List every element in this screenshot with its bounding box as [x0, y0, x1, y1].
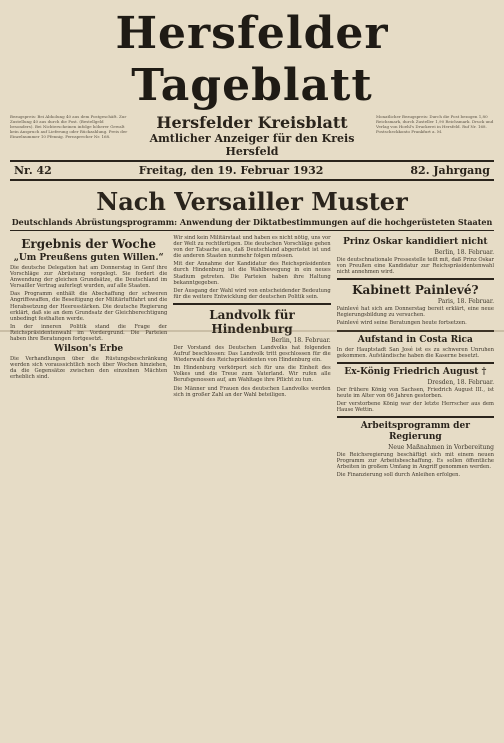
- costa-title: Aufstand in Costa Rica: [357, 334, 473, 345]
- article-columns: [10, 235, 494, 743]
- column-middle: [173, 235, 330, 743]
- issue-date: Freitag, den 19. Februar 1932: [138, 164, 324, 177]
- article-paragraph: Die deutsche Delegation hat am Donnerstag in Genf ihre Vorschläge zur Abrüstung vorgelegt. Sie fordert die Anwendung der gleichen Grundsätze, die Deutschland im Versailler Vertrag auferlegt wurden, auf alle Staaten.: [10, 265, 168, 290]
- article-paragraph: Der Vorstand des Deutschen Landvolks hat folgenden Aufruf beschlossen: Das Landvolk tritt geschlossen für die Wiederwahl des Reichspräsidenten von Hindenburg ein.: [173, 344, 331, 364]
- oskar-title: Prinz Oskar kandidiert nicht: [343, 237, 488, 247]
- divider: [337, 362, 494, 364]
- divider: [337, 278, 494, 280]
- article-paragraph: Wir sind kein Militärstaat und haben es nicht nötig, uns vor der Welt zu rechtfertigen. Die deutschen Vorschläge gehen von der Tatsache aus, daß Deutschland abgerüstet ist und die anderen Staaten nunmehr folgen müssen.: [173, 235, 331, 260]
- article-paragraph: Der verstorbene König war der letzte Herrscher aus dem Hause Wettin.: [336, 400, 494, 414]
- paper-fold: [0, 330, 504, 332]
- arbeit-subtitle: Neue Maßnahmen in Vorbereitung: [388, 444, 494, 452]
- article-paragraph: Mit der Annahme der Kandidatur des Reichspräsidenten durch Hindenburg ist die Wahlbewegung in ein neues Stadium getreten. Die Parteien haben ihre Haltung bekanntgegeben.: [173, 261, 331, 286]
- article-paragraph: In der inneren Politik stand die Frage der Reichspräsidentenwahl im Vordergrund. Die Parteien haben ihre Beratungen fortgesetzt.: [10, 323, 168, 343]
- article-paragraph: Painlevé wird seine Beratungen heute fortsetzen.: [336, 320, 467, 327]
- article-paragraph: Die Männer und Frauen des deutschen Landvolks werden sich in großer Zahl an der Wahl beteiligen.: [173, 385, 331, 398]
- date-bar: [10, 160, 494, 181]
- article-paragraph: Die deutschnationale Pressestelle teilt mit, daß Prinz Oskar von Preußen eine Kandidatur zur Reichspräsidentenwahl nicht annehmen wird.: [336, 257, 494, 276]
- subtitle-row: [10, 114, 494, 158]
- landvolk-title: Landvolk für Hindenburg: [209, 307, 295, 336]
- main-subhead: Deutschlands Abrüstungsprogramm: Anwendung der Diktatbestimmungen auf die hochgerüsteten Staaten: [10, 217, 494, 231]
- section-heading: Wilson's Erbe: [54, 344, 124, 355]
- divider: [173, 303, 330, 305]
- painleve-title: Kabinett Painlevé?: [352, 283, 479, 298]
- masthead-title: Hersfelder Tageblatt: [115, 8, 389, 111]
- article-paragraph: Painlevé hat sich am Donnerstag bereit erklärt, eine neue Regierungsbildung zu versuchen.: [336, 306, 494, 319]
- issue-number: Nr. 42: [14, 164, 52, 177]
- painleve-dateline: Paris, 18. Februar.: [437, 298, 494, 306]
- main-headline: Nach Versailler Muster: [96, 187, 408, 216]
- article-paragraph: Der frühere König von Sachsen, Friedrich August III., ist heute im Alter von 66 Jahren gestorben.: [336, 386, 494, 399]
- arbeit-title: Arbeitsprogramm der Regierung: [360, 421, 470, 443]
- divider: [337, 416, 494, 418]
- kreisblatt-title: Hersfelder Kreisblatt: [156, 113, 348, 132]
- amtlich-subtitle: Amtlicher Anzeiger für den Kreis Hersfeld: [149, 132, 355, 158]
- article-paragraph: In der Hauptstadt San José ist es zu schweren Unruhen gekommen. Aufständische haben die Kaserne besetzt.: [336, 346, 494, 359]
- left-notice: Bezugspreis: Bei Abholung 40 aus dem Postgeschäft. Zur Zustellung 40 aus durch die Post. (Bestellgeld besonders). Bei Nichterscheinen infolge höherer Gewalt kein Anspruch auf Lieferung oder Rückzahlung. Preis der Einzelnummer 10 Pfennig. Fernsprecher Nr. 168.: [10, 114, 128, 139]
- article-paragraph: Die Finanzierung soll durch Anleihen erfolgen.: [336, 472, 461, 479]
- article-paragraph: Der Ausgang der Wahl wird von entscheidender Bedeutung für die weitere Entwicklung der deutschen Politik sein.: [173, 287, 331, 300]
- subtitle-block: [128, 114, 376, 158]
- article-paragraph: Im Hindenburg verkörpert sich für uns die Einheit des Volkes und die Treue zum Vaterland. Wir rufen alle Berufsgenossen auf, am Wahltage ihre Pflicht zu tun.: [173, 365, 331, 384]
- koenig-dateline: Dresden, 18. Februar.: [427, 378, 494, 386]
- article-paragraph: Die Verhandlungen über die Rüstungsbeschränkung werden sich voraussichtlich noch über Wochen hinziehen, da die Gegensätze zwischen den einzelnen Mächten erheblich sind.: [10, 356, 168, 381]
- column-left: [10, 235, 167, 743]
- article-paragraph: Die Reichsregierung beschäftigt sich mit einem neuen Programm zur Arbeitsbeschaffung. Es sollen öffentliche Arbeiten in großem Umfang in Angriff genommen werden.: [336, 452, 494, 471]
- koenig-title: Ex-König Friedrich August †: [344, 366, 487, 377]
- right-notice: Monatlicher Bezugspreis: Durch die Post bezogen 1,80 Reichsmark, durch Zusteller 1,90 Reichsmark. Druck und Verlag von Hoehl's Druckerei in Hersfeld. Ruf Nr. 168. Postscheckkonto Frankfurt a. M.: [376, 114, 494, 134]
- landvolk-dateline: Berlin, 18. Februar.: [271, 336, 331, 344]
- issue-volume: 82. Jahrgang: [410, 164, 490, 177]
- column-right: [337, 235, 494, 743]
- ergebnis-title: Ergebnis der Woche: [21, 237, 157, 251]
- article-paragraph: Das Programm enthält die Abschaffung der schweren Angriffswaffen, die Beseitigung der Militärluftfahrt und die Herabsetzung der Heeresstärken. Die deutsche Regierung erklärt, daß sie an dem Grundsatz der Gleichberechtigung unbedingt festhalten werde.: [10, 291, 168, 322]
- oskar-dateline: Berlin, 18. Februar.: [434, 249, 494, 256]
- ergebnis-quote: „Um Preußens guten Willen.“: [13, 253, 164, 263]
